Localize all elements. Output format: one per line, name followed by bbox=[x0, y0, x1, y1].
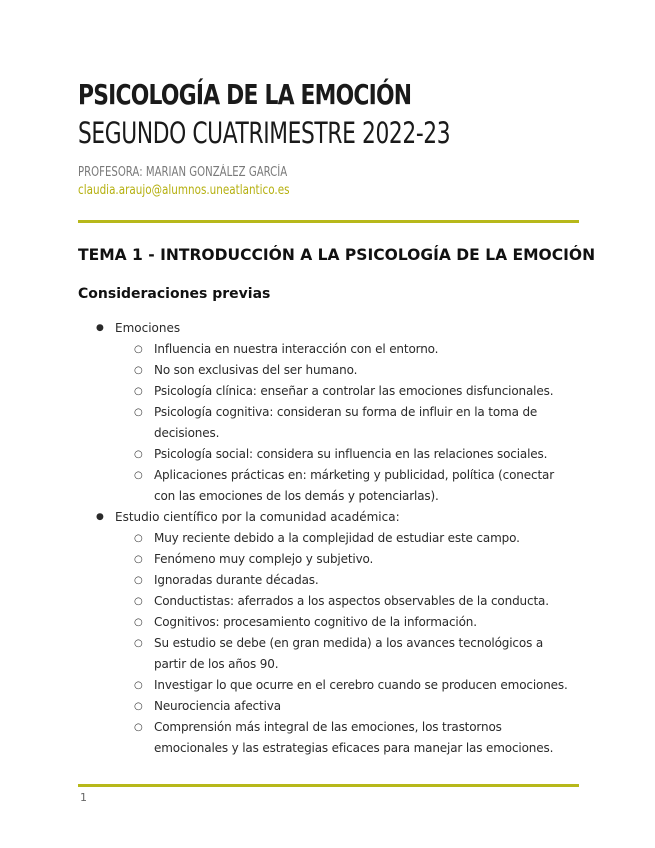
sub-bullet-list bbox=[115, 339, 578, 507]
author-email: claudia.araujo@alumnos.uneatlantico.es bbox=[78, 183, 290, 198]
list-item bbox=[78, 318, 578, 507]
hollow-bullet-icon: ○ bbox=[134, 365, 143, 376]
topic-heading: TEMA 1 - INTRODUCCIÓN A LA PSICOLOGÍA DE LA EMOCIÓN bbox=[78, 245, 596, 264]
hollow-bullet-icon: ○ bbox=[134, 554, 143, 565]
sub-list-item: ○ Investigar lo que ocurre en el cerebro cuando se producen emociones. bbox=[115, 675, 578, 696]
hollow-bullet-icon: ○ bbox=[134, 344, 143, 355]
bullet-list bbox=[78, 318, 578, 759]
hollow-bullet-icon: ○ bbox=[134, 386, 143, 397]
hollow-bullet-icon: ○ bbox=[134, 470, 143, 481]
sub-list-item: ○ Psicología cognitiva: consideran su forma de influir en la toma de decisiones. bbox=[115, 402, 578, 444]
hollow-bullet-icon: ○ bbox=[134, 617, 143, 628]
list-item-label: Emociones bbox=[115, 321, 181, 335]
hollow-bullet-icon: ○ bbox=[134, 638, 143, 649]
hollow-bullet-icon: ○ bbox=[134, 722, 143, 733]
sub-list-item: ○ Aplicaciones prácticas en: márketing y publicidad, política (conectar con las emociones de los demás y potenciarlas). bbox=[115, 465, 578, 507]
list-item bbox=[78, 507, 578, 759]
filled-bullet-icon: ● bbox=[96, 323, 104, 333]
page-number: 1 bbox=[80, 791, 87, 804]
header-divider bbox=[78, 220, 579, 223]
sub-list-item: ○ Influencia en nuestra interacción con el entorno. bbox=[115, 339, 578, 360]
sub-list-item: ○ Ignoradas durante décadas. bbox=[115, 570, 578, 591]
content-list bbox=[78, 318, 578, 759]
sub-list-item: ○ Cognitivos: procesamiento cognitivo de la información. bbox=[115, 612, 578, 633]
sub-list-item: ○ Psicología clínica: enseñar a controlar las emociones disfuncionales. bbox=[115, 381, 578, 402]
list-item-label: Estudio científico por la comunidad académica: bbox=[115, 510, 400, 524]
hollow-bullet-icon: ○ bbox=[134, 533, 143, 544]
sub-list-item: ○ Comprensión más integral de las emociones, los trastornos emocionales y las estrategias eficaces para manejar las emociones. bbox=[115, 717, 578, 759]
sub-list-item: ○ Muy reciente debido a la complejidad de estudiar este campo. bbox=[115, 528, 578, 549]
sub-bullet-list bbox=[115, 528, 578, 759]
footer-divider bbox=[78, 784, 579, 787]
sub-list-item: ○ Conductistas: aferrados a los aspectos observables de la conducta. bbox=[115, 591, 578, 612]
sub-list-item: ○ No son exclusivas del ser humano. bbox=[115, 360, 578, 381]
professor-line: PROFESORA: MARIAN GONZÁLEZ GARCÍA bbox=[78, 165, 288, 180]
section-title: Consideraciones previas bbox=[78, 286, 271, 302]
filled-bullet-icon: ● bbox=[96, 512, 104, 522]
hollow-bullet-icon: ○ bbox=[134, 680, 143, 691]
document-title: PSICOLOGÍA DE LA EMOCIÓN bbox=[78, 78, 412, 111]
document-subtitle: SEGUNDO CUATRIMESTRE 2022-23 bbox=[78, 116, 451, 150]
sub-list-item: ○ Fenómeno muy complejo y subjetivo. bbox=[115, 549, 578, 570]
hollow-bullet-icon: ○ bbox=[134, 701, 143, 712]
hollow-bullet-icon: ○ bbox=[134, 596, 143, 607]
hollow-bullet-icon: ○ bbox=[134, 449, 143, 460]
sub-list-item: ○ Psicología social: considera su influencia en las relaciones sociales. bbox=[115, 444, 578, 465]
hollow-bullet-icon: ○ bbox=[134, 407, 143, 418]
hollow-bullet-icon: ○ bbox=[134, 575, 143, 586]
sub-list-item: ○ Su estudio se debe (en gran medida) a los avances tecnológicos a partir de los años 90. bbox=[115, 633, 578, 675]
sub-list-item: ○ Neurociencia afectiva bbox=[115, 696, 578, 717]
